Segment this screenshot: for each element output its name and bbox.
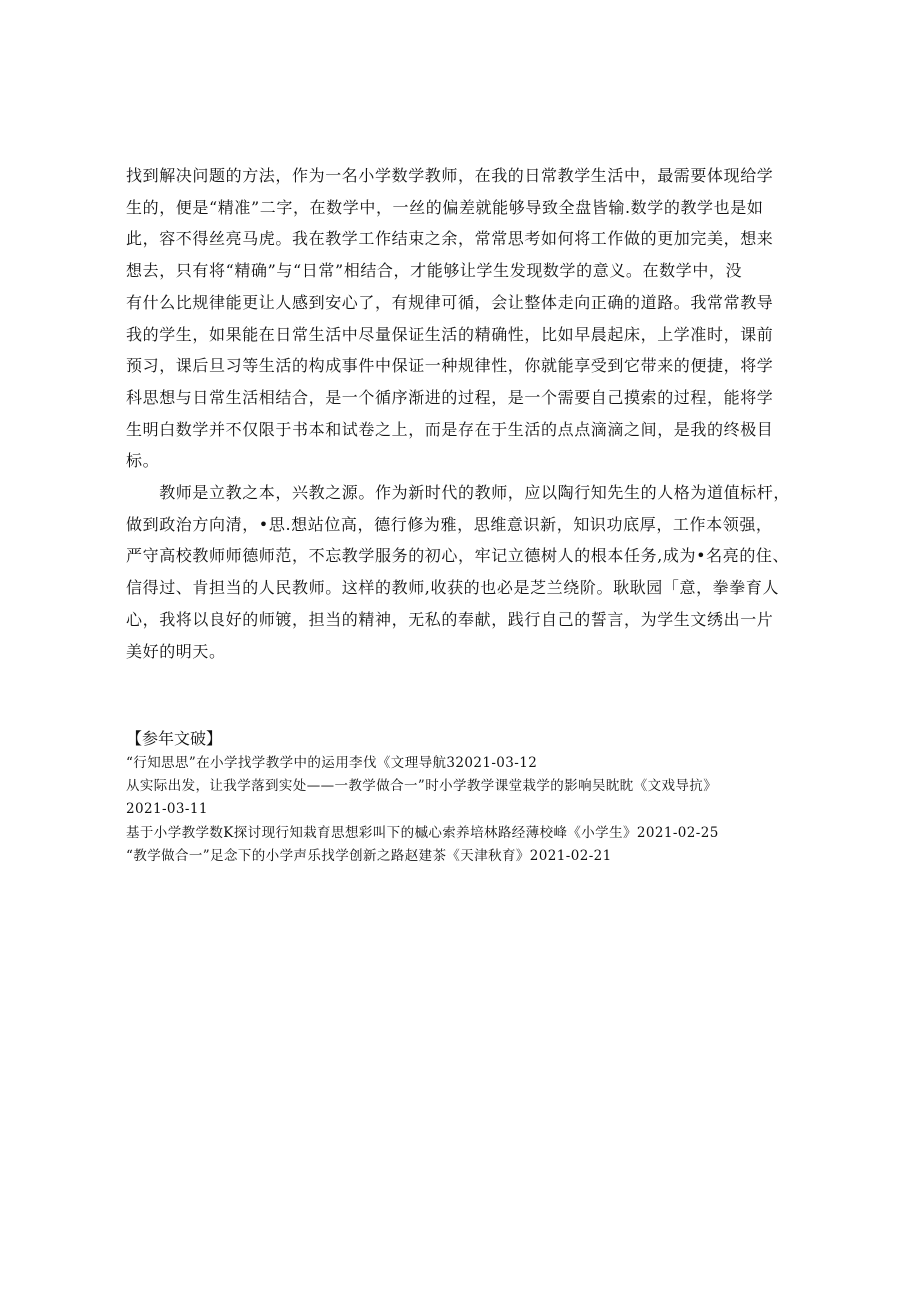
body-line: 找到解决问题的方法，作为一名小学数学教师，在我的日常教学生活中，最需要体现给学	[126, 166, 774, 185]
body-line: 生的，便是“精准”二字，在数学中，一丝的偏差就能够导致全盘皆输.数学的教学也是如	[126, 197, 764, 217]
body-line: 预习，课后旦习等生活的构成事件中保证一种规律性，你就能享受到它带来的便捷，将学	[126, 356, 774, 376]
body-text	[126, 160, 796, 667]
reference-item: “行知思思”在小学找学教学中的运用李伐《文理导航32021-03-12	[126, 755, 538, 771]
references-section	[126, 728, 806, 868]
body-line: 做到政治方向清，•思.想站位高，德行修为雅，思维意识新，知识功底厚，工作本领强，	[126, 514, 773, 534]
body-line: 科思想与日常生活相结合，是一个循序渐进的过程，是一个需要自己摸索的过程，能将学	[126, 387, 774, 407]
references-heading: 【参年文破】	[126, 729, 223, 748]
body-line: 想去，只有将“精确”与“日常”相结合，才能够让学生发现数学的意义。在数学中，没	[126, 261, 743, 281]
body-line: 教师是立教之本，兴教之源。作为新时代的教师，应以陶行知先生的人格为道值标杆，	[126, 483, 791, 503]
reference-item: “教学做合一”足念下的小学声乐找学创新之路赵建茶《天津秋育》2021-02-21	[126, 847, 612, 864]
body-line: 严守高校教师师德师范，不忘教学服务的初心，牢记立德树人的根本任务,成为•名亮的住、	[126, 546, 790, 566]
body-line: 有什么比规律能更让人感到安心了，有规律可循，会让整体走向正确的道路。我常常教导	[126, 292, 774, 312]
body-line: 心，我将以良好的师镀，担当的精神，无私的奉献，践行自己的誓言，为学生文绣出一片	[126, 609, 774, 629]
body-line: 生明白数学并不仅限于书本和试卷之上，而是存在于生活的点点滴滴之间，是我的终极目	[126, 419, 774, 439]
reference-item: 从实际出发，让我学落到实处——一教学做合一”时小学教学课堂栽学的影响吴眈眈《文戏导抗》	[126, 778, 718, 795]
reference-item: 2021-03-11	[126, 801, 208, 818]
body-line: 我的学生，如果能在日常生活中尽量保证生活的精确性，比如早晨起床，上学准时，课前	[126, 324, 774, 344]
body-line: 此，容不得丝亮马虎。我在教学工作结束之余，常常思考如何将工作做的更加完美，想来	[126, 229, 774, 249]
reference-item: 基于小学教学数K探讨现行知栽育思想彩叫下的槭心索养培林路经薄校峰《小学生》2021-02-25	[126, 824, 719, 841]
body-line: 美好的明天。	[126, 641, 226, 661]
body-line: 信得过、肯担当的人民教师。这样的教师,收获的也必是芝兰绕阶。耿耿园「意，拳拳育人	[126, 578, 780, 598]
body-line: 标。	[126, 451, 160, 471]
